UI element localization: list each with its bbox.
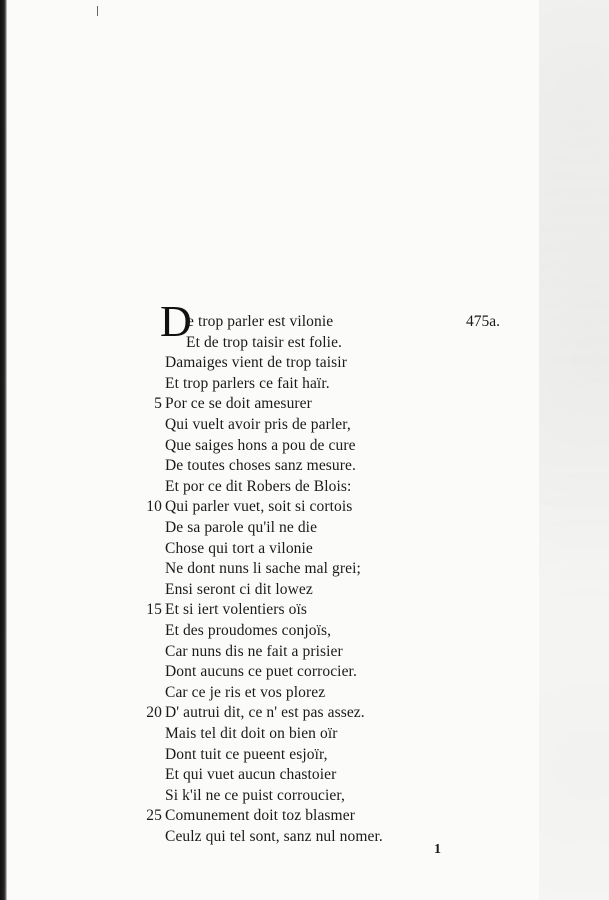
- poem-line-text: Que saiges hons a pou de cure: [165, 436, 356, 454]
- poem-line-text: Chose qui tort a vilonie: [165, 539, 313, 557]
- line-number: 25: [146, 807, 162, 825]
- poem-line-text: De sa parole qu'il ne die: [165, 518, 318, 536]
- page-number: 1: [434, 842, 441, 857]
- line-number: 15: [146, 601, 162, 619]
- line-number: 10: [146, 498, 162, 516]
- poem-line-text: D' autrui dit, ce n' est pas assez.: [165, 704, 365, 722]
- poem-line-text: Ne dont nuns li sache mal grei;: [165, 560, 361, 578]
- poem-line-text: Por ce se doit amesurer: [165, 395, 312, 413]
- poem-line-text: Qui vuelt avoir pris de parler,: [165, 415, 351, 433]
- poem-line-text: e trop parler est vilonie: [187, 313, 334, 330]
- poem-line-text: Et trop parlers ce fait haïr.: [165, 374, 330, 392]
- poem-line-text: Si k'il ne ce puist corroucier,: [165, 786, 346, 804]
- poem-line-text: Ensi seront ci dit lowez: [165, 580, 313, 598]
- poem-line-text: Qui parler vuet, soit si cortois: [165, 498, 353, 516]
- poem-line-text: Dont tuit ce pueent esjoïr,: [165, 745, 328, 763]
- poem-line-text: Dont aucuns ce puet corrocier.: [165, 663, 357, 681]
- poem-line-text: Et des proudomes conjoïs,: [165, 621, 332, 639]
- poem-line-text: Damaiges vient de trop taisir: [165, 354, 347, 372]
- poem-line-text: Car nuns dis ne fait a prisier: [165, 642, 343, 660]
- poem-line-text: Car ce je ris et vos plorez: [165, 683, 326, 701]
- poem-line-text: Et de trop taisir est folie.: [186, 333, 343, 351]
- drop-cap: D: [160, 297, 192, 346]
- poem-line-text: Et por ce dit Robers de Blois:: [165, 477, 352, 495]
- folio-reference: 475a.: [466, 313, 501, 330]
- line-number: 5: [154, 395, 162, 413]
- poem-line-text: Comunement doit toz blasmer: [165, 807, 355, 825]
- poem-line-text: Et qui vuet aucun chastoier: [165, 766, 337, 784]
- poem-line-text: Et si iert volentiers oïs: [165, 601, 307, 619]
- poem-line-text: Mais tel dit doit on bien oïr: [165, 724, 338, 742]
- poem-line-text: Ceulz qui tel sont, sanz nul nomer.: [165, 827, 383, 845]
- poem-line-text: De toutes choses sanz mesure.: [165, 457, 356, 475]
- line-number: 20: [146, 704, 162, 722]
